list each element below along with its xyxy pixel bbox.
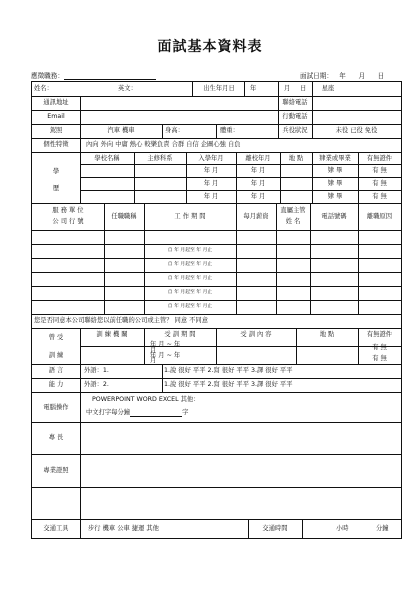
- date-day: 日: [377, 72, 385, 80]
- hline: [32, 272, 401, 273]
- birth-label: 出生年月日: [203, 85, 235, 92]
- language-2-scale[interactable]: 1.說 很好 平平 2.寫 很好 平平 3.譯 很好 平平: [164, 381, 293, 388]
- vline: [80, 364, 81, 392]
- vline: [302, 519, 303, 539]
- form-sheet: [31, 81, 402, 539]
- birth-year: 年: [250, 85, 257, 92]
- hline: [32, 519, 401, 520]
- language-1[interactable]: 外語：1.: [84, 367, 109, 374]
- training-cert-yesno[interactable]: 有 無: [372, 344, 387, 351]
- work-company-header: 服 務 單 位: [52, 207, 84, 214]
- zodiac-label: 星座: [321, 85, 335, 92]
- edu-enroll-ym[interactable]: 年 月: [203, 180, 219, 187]
- education-label-2: 歷: [52, 185, 60, 192]
- hline: [32, 96, 401, 97]
- work-tel-header: 電話號碼: [321, 213, 347, 220]
- hline: [32, 454, 401, 455]
- edu-cert[interactable]: 有 無: [372, 167, 387, 174]
- transport-options[interactable]: 步行 機車 公車 捷運 其他: [88, 525, 159, 532]
- commute-hours: 小時: [336, 525, 349, 532]
- name-label: 姓名：: [34, 85, 53, 92]
- height-label: 身高：: [165, 127, 184, 134]
- edu-header-leave: 離校年月: [245, 155, 271, 162]
- service-options[interactable]: 未役 已役 免役: [335, 127, 378, 134]
- hline: [80, 177, 401, 178]
- vline: [80, 519, 81, 539]
- language-1-scale[interactable]: 1.說 很好 平平 2.寫 很好 平平 3.譯 很好 平平: [164, 367, 293, 374]
- work-period-header: 工 作 期 間: [174, 213, 206, 220]
- edu-header-location: 地 點: [288, 155, 304, 162]
- hline: [32, 286, 401, 287]
- typing-unit: 字: [182, 409, 189, 417]
- date-label: 面試日期：: [300, 72, 333, 80]
- work-boss-header: 直屬主管: [280, 207, 306, 214]
- computer-software-options[interactable]: POWERPOINT WORD EXCEL 其他：: [92, 396, 200, 403]
- skill-label: 專 長: [48, 434, 64, 441]
- edu-leave-ym[interactable]: 年 月: [250, 167, 266, 174]
- work-period-row[interactable]: 自 年 月起至 年 月止: [167, 276, 213, 281]
- edu-header-status: 肄業或畢業: [319, 155, 351, 162]
- training-period-month: 月: [150, 357, 157, 364]
- date-month: 月: [358, 72, 366, 80]
- hline: [32, 300, 401, 301]
- edu-enroll-ym[interactable]: 年 月: [203, 193, 219, 200]
- typing-speed-field[interactable]: [86, 409, 188, 417]
- hline: [32, 152, 401, 153]
- trait-label: 個性特徵: [43, 141, 69, 148]
- work-period-row[interactable]: 自 年 月起至 年 月止: [167, 262, 213, 267]
- position-label: 應徵職務：: [31, 72, 64, 80]
- hline: [80, 190, 401, 191]
- training-period-row[interactable]: 年 月 ~ 年: [150, 341, 181, 348]
- typing-underline: [130, 409, 182, 417]
- edu-header-major: 主修科系: [147, 155, 173, 162]
- position-field[interactable]: [31, 70, 156, 80]
- edu-cert[interactable]: 有 無: [372, 193, 387, 200]
- contact-consent-question[interactable]: 您是否同意本公司聯絡您以前任職的公司或主管？ 同意 不同意: [34, 317, 209, 324]
- edu-leave-ym[interactable]: 年 月: [250, 180, 266, 187]
- certification-label: 專業證照: [43, 467, 69, 474]
- commute-time-label: 交通時間: [262, 525, 288, 532]
- training-period-row[interactable]: 年 月 ~ 年: [150, 352, 181, 359]
- edu-cert[interactable]: 有 無: [372, 180, 387, 187]
- hline: [80, 346, 401, 347]
- service-label: 兵役狀況: [282, 127, 308, 134]
- work-period-row[interactable]: 自 年 月起至 年 月止: [167, 304, 213, 309]
- edu-status[interactable]: 肄 畢: [327, 193, 343, 200]
- vline: [312, 96, 313, 124]
- typing-label: 中文打字每分鐘: [86, 409, 131, 417]
- language-2[interactable]: 外語：2.: [84, 381, 109, 388]
- phone-label: 聯絡電話: [282, 99, 308, 106]
- vline: [162, 364, 163, 392]
- hline: [32, 378, 401, 379]
- hline: [32, 314, 401, 315]
- vline: [312, 82, 313, 96]
- transport-label: 交通工具: [43, 525, 69, 532]
- vline: [192, 82, 193, 96]
- work-company-header-2: 公 司 行 號: [52, 218, 84, 225]
- license-options[interactable]: 汽車 機車: [107, 127, 135, 134]
- commute-minutes: 分鐘: [376, 525, 389, 532]
- interview-date-field[interactable]: [300, 70, 384, 80]
- edu-status[interactable]: 肄 畢: [327, 167, 343, 174]
- training-cert-header: 有無證件: [366, 331, 393, 338]
- hline: [32, 230, 401, 231]
- license-label: 駕照: [49, 127, 63, 134]
- training-label-2: 訓 練: [48, 352, 64, 359]
- training-place-header: 地 點: [319, 331, 335, 338]
- hline: [32, 364, 401, 365]
- date-year: 年: [339, 72, 346, 80]
- work-period-row[interactable]: 自 年 月起至 年 月止: [167, 248, 213, 253]
- vline: [216, 124, 217, 138]
- address-label: 通訊地址: [43, 99, 69, 106]
- hline: [80, 164, 401, 165]
- edu-header-enroll: 入學年月: [198, 155, 224, 162]
- birth-day: 日: [300, 85, 307, 92]
- training-cert-yesno[interactable]: 有 無: [372, 355, 387, 362]
- vline: [278, 82, 279, 96]
- trait-options[interactable]: 內向 外向 中庸 熱心 較樂負責 合群 自信 企圖心強 自負: [86, 141, 241, 148]
- edu-status[interactable]: 肄 畢: [327, 180, 343, 187]
- birth-month: 月: [284, 85, 291, 92]
- english-name-label: 英文：: [118, 85, 137, 92]
- training-label-1: 曾 受: [48, 334, 64, 341]
- edu-header-cert: 有無證件: [366, 155, 393, 162]
- training-org-header: 訓 練 機 關: [96, 331, 128, 338]
- email-label: Email: [47, 113, 65, 120]
- hline: [32, 110, 401, 111]
- training-content-header: 受 訓 內 容: [240, 331, 272, 338]
- work-reason-header: 離職原因: [366, 213, 393, 220]
- work-boss-header-2: 姓 名: [285, 218, 301, 225]
- hline: [32, 422, 401, 423]
- training-period-month: 月: [150, 347, 157, 354]
- hline: [32, 258, 401, 259]
- weight-label: 體重：: [220, 127, 239, 134]
- page-title: 面試基本資料表: [157, 39, 263, 55]
- hline: [32, 203, 401, 204]
- computer-label: 電腦操作: [43, 404, 69, 411]
- work-title-header: 任職職稱: [111, 213, 137, 220]
- language-label-2: 能 力: [48, 381, 64, 388]
- edu-leave-ym[interactable]: 年 月: [250, 193, 266, 200]
- vline: [80, 96, 81, 152]
- hline: [32, 138, 401, 139]
- hline: [32, 487, 401, 488]
- hline: [32, 244, 401, 245]
- edu-header-school: 學校名稱: [94, 155, 120, 162]
- vline: [80, 392, 81, 519]
- education-label-1: 學: [52, 168, 60, 175]
- hline: [32, 392, 401, 393]
- work-period-row[interactable]: 自 年 月起至 年 月止: [167, 290, 213, 295]
- language-label-1: 語 言: [48, 367, 64, 374]
- work-salary-header: 每月薪資: [243, 213, 269, 220]
- vline: [244, 82, 245, 96]
- position-underline: [64, 72, 156, 80]
- vline: [162, 124, 163, 138]
- edu-enroll-ym[interactable]: 年 月: [203, 167, 219, 174]
- mobile-label: 行動電話: [282, 113, 308, 120]
- training-period-header: 受 訓 期 間: [164, 331, 196, 338]
